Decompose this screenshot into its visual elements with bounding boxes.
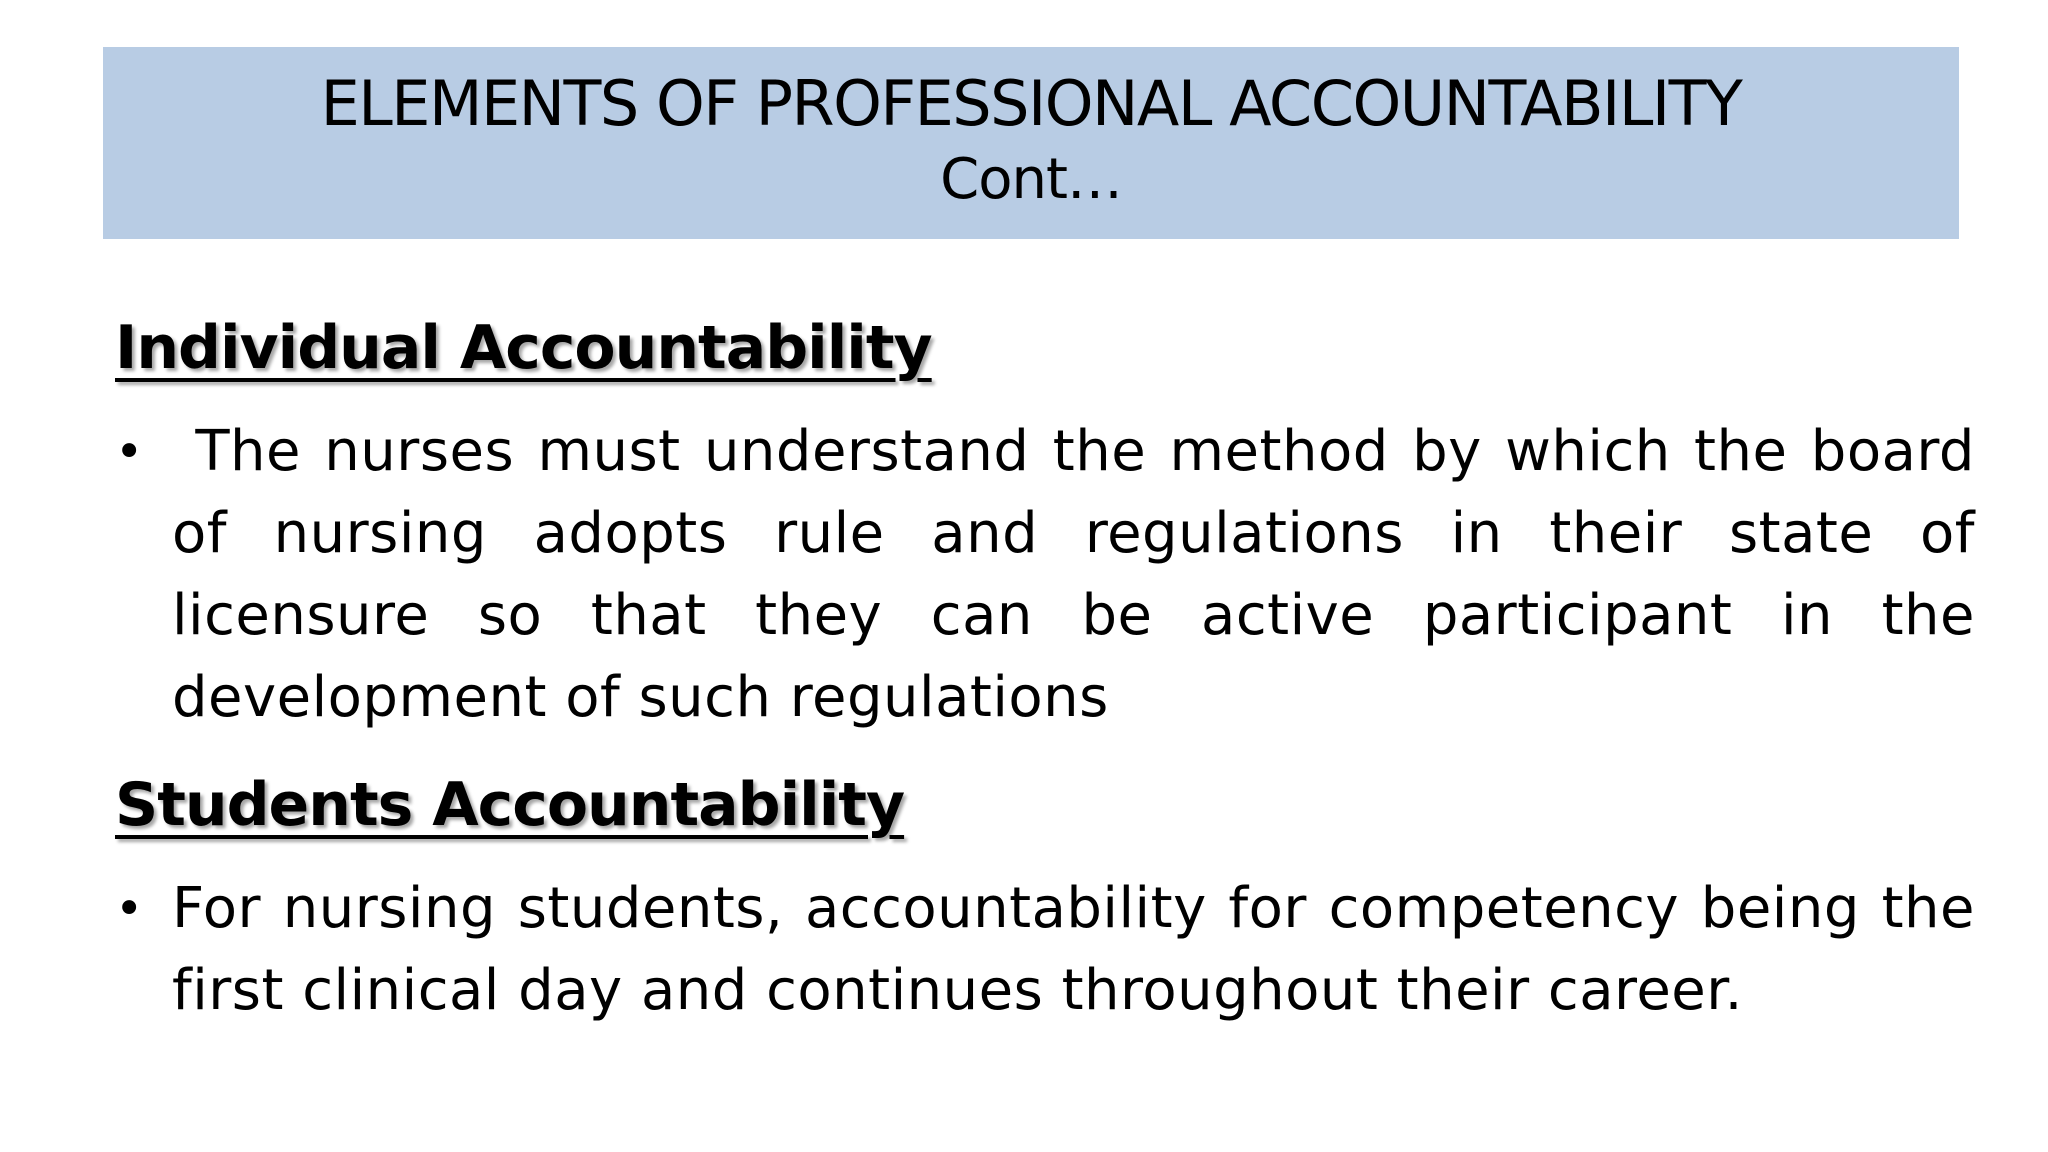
section-heading-students: Students Accountability xyxy=(115,770,905,840)
title-banner xyxy=(103,47,1959,239)
bullet-text: The nurses must understand the method by which the board of nursing adopts rule and regulations in their state of licensure so that they can be active participant in the development of such regulations xyxy=(172,419,1994,730)
bullet-text: For nursing students, accountability for competency being the first clinical day and continues throughout their career. xyxy=(172,876,1975,1023)
section-heading-individual: Individual Accountability xyxy=(115,313,932,383)
bullet-item-students xyxy=(115,868,1975,1032)
bullet-item-individual xyxy=(115,411,1994,739)
bullet-marker: • xyxy=(115,424,144,480)
bullet-marker: • xyxy=(115,881,144,937)
slide-title: ELEMENTS OF PROFESSIONAL ACCOUNTABILITY xyxy=(320,67,1742,140)
slide-subtitle: Cont… xyxy=(940,147,1122,212)
